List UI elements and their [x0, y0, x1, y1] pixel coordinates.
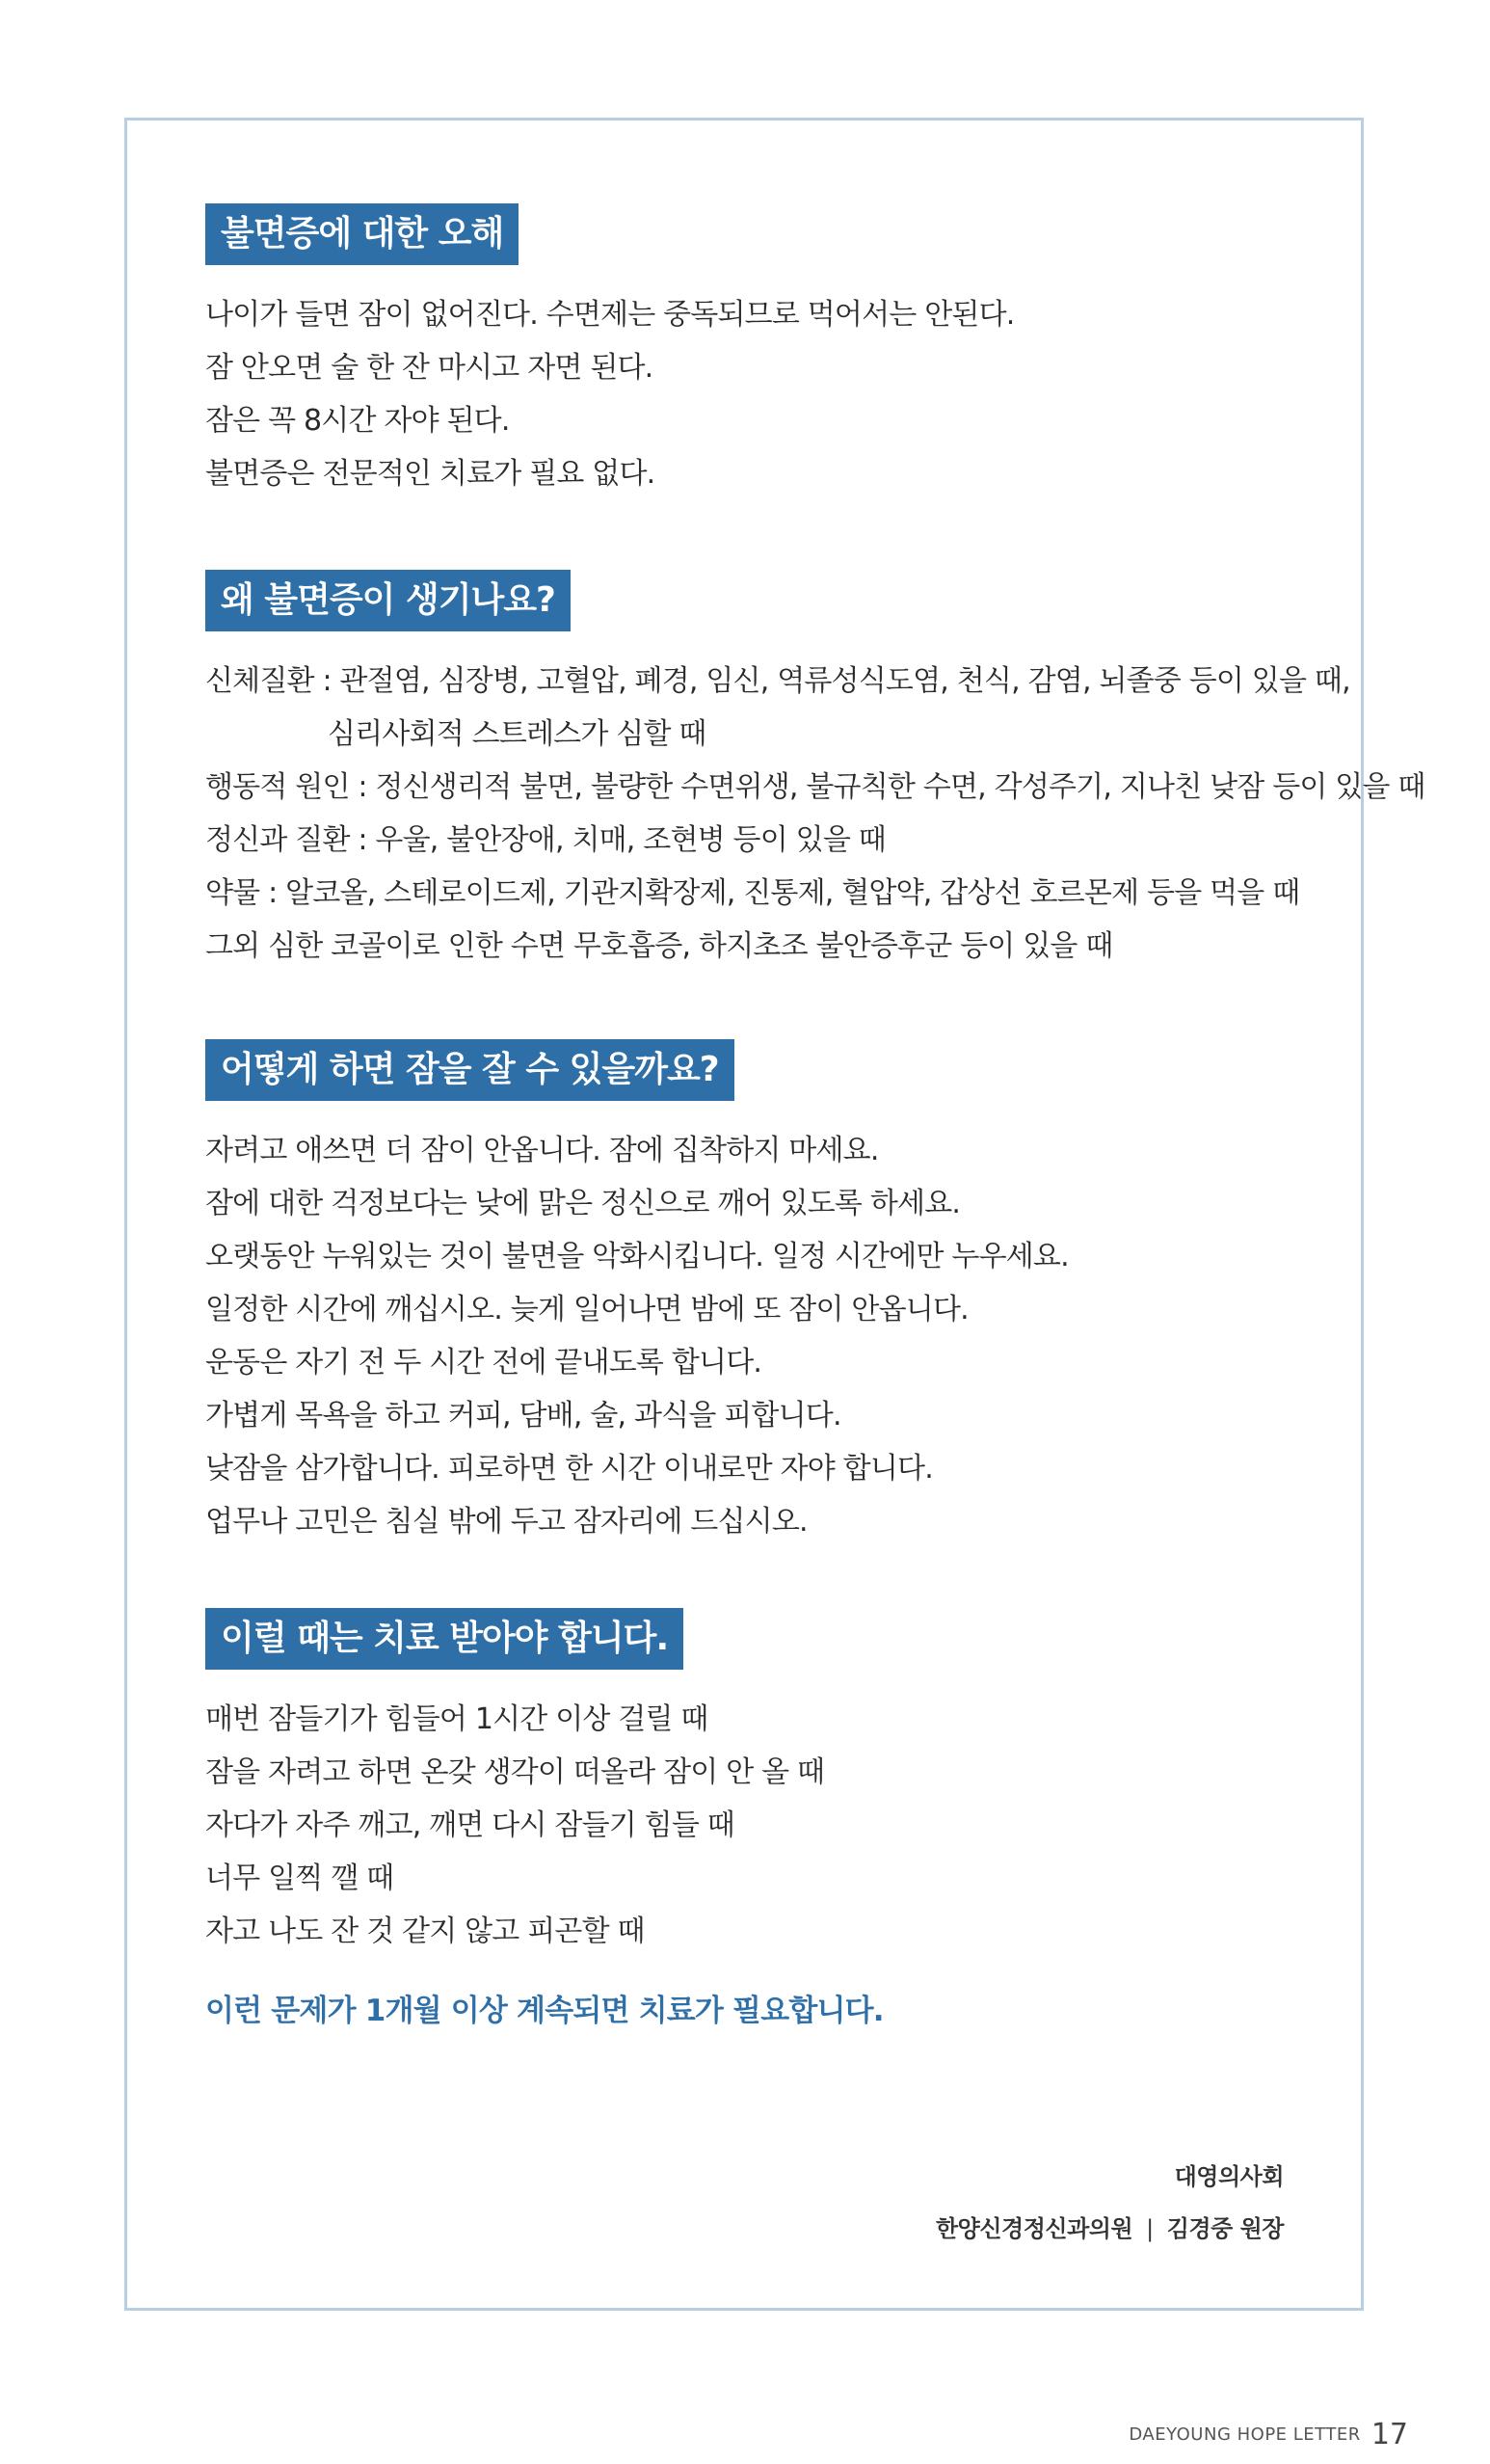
- section-heading: 불면증에 대한 오해: [205, 203, 519, 265]
- section-causes: [205, 570, 1425, 973]
- signature-clinic-line: [936, 2210, 1284, 2243]
- list-item: 자고 나도 잔 것 같지 않고 피곤할 때: [205, 1915, 645, 1948]
- list-item: 운동은 자기 전 두 시간 전에 끝내도록 합니다.: [205, 1346, 762, 1379]
- list-item: 잠을 자려고 하면 온갖 생각이 떠올라 잠이 안 올 때: [205, 1755, 825, 1789]
- signature-clinic: 한양신경정신과의원: [935, 2215, 1133, 2242]
- signature-author: 김경중 원장: [1166, 2215, 1284, 2242]
- page-footer: [1129, 2418, 1408, 2451]
- section-when-to-treat: [205, 1608, 824, 1958]
- treatment-emphasis: 이런 문제가 1개월 이상 계속되면 치료가 필요합니다.: [205, 1994, 884, 2028]
- section-lines: [205, 1124, 1069, 1548]
- list-item: 오랫동안 누워있는 것이 불면을 악화시킵니다. 일정 시간에만 누우세요.: [205, 1240, 1069, 1273]
- list-item: 잠 안오면 술 한 잔 마시고 자면 된다.: [205, 351, 653, 385]
- list-item: 일정한 시간에 깨십시오. 늦게 일어나면 밤에 또 잠이 안옵니다.: [205, 1293, 969, 1326]
- list-item: 행동적 원인 : 정신생리적 불면, 불량한 수면위생, 불규칙한 수면, 각성주기, 지나친 낮잠 등이 있을 때: [205, 770, 1425, 804]
- section-lines: [205, 288, 1015, 500]
- list-item: 그외 심한 코골이로 인한 수면 무호흡증, 하지초조 불안증후군 등이 있을 때: [205, 929, 1113, 963]
- list-item: 자려고 애쓰면 더 잠이 안옵니다. 잠에 집착하지 마세요.: [205, 1134, 879, 1167]
- list-item: 정신과 질환 : 우울, 불안장애, 치매, 조현병 등이 있을 때: [205, 823, 886, 857]
- section-heading: 이럴 때는 치료 받아야 합니다.: [205, 1608, 683, 1670]
- list-item: 신체질환 : 관절염, 심장병, 고혈압, 폐경, 임신, 역류성식도염, 천식, 감염, 뇌졸중 등이 있을 때,: [205, 664, 1350, 698]
- section-lines: [205, 1693, 824, 1958]
- list-item: 불면증은 전문적인 치료가 필요 없다.: [205, 457, 655, 491]
- list-item: 잠은 꼭 8시간 자야 된다.: [205, 404, 510, 438]
- page-number: 17: [1370, 2418, 1408, 2451]
- list-item: 잠에 대한 걱정보다는 낮에 맑은 정신으로 깨어 있도록 하세요.: [205, 1187, 961, 1220]
- list-item: 자다가 자주 깨고, 깨면 다시 잠들기 힘들 때: [205, 1808, 734, 1842]
- list-item: 낮잠을 삼가합니다. 피로하면 한 시간 이내로만 자야 합니다.: [205, 1452, 933, 1486]
- signature-organization: 대영의사회: [1174, 2163, 1284, 2190]
- list-item: 매번 잠들기가 힘들어 1시간 이상 걸릴 때: [205, 1702, 708, 1736]
- list-item: 나이가 들면 잠이 없어진다. 수면제는 중독되므로 먹어서는 안된다.: [205, 298, 1015, 332]
- section-heading: 어떻게 하면 잠을 잘 수 있을까요?: [205, 1039, 734, 1101]
- list-item: 가볍게 목욕을 하고 커피, 담배, 술, 과식을 피합니다.: [205, 1399, 841, 1433]
- section-misconceptions: [205, 203, 1015, 500]
- signature-separator: |: [1146, 2215, 1154, 2242]
- list-item: 약물 : 알코올, 스테로이드제, 기관지확장제, 진통제, 혈압약, 갑상선 호르몬제 등을 먹을 때: [205, 876, 1300, 910]
- publication-name: DAEYOUNG HOPE LETTER: [1129, 2424, 1361, 2445]
- list-item: 너무 일찍 깰 때: [205, 1861, 394, 1895]
- section-sleep-tips: [205, 1039, 1069, 1548]
- section-heading: 왜 불면증이 생기나요?: [205, 570, 571, 631]
- section-lines: [205, 655, 1425, 973]
- list-item: 업무나 고민은 침실 밖에 두고 잠자리에 드십시오.: [205, 1505, 808, 1539]
- list-item-continuation: 심리사회적 스트레스가 심할 때: [328, 717, 706, 751]
